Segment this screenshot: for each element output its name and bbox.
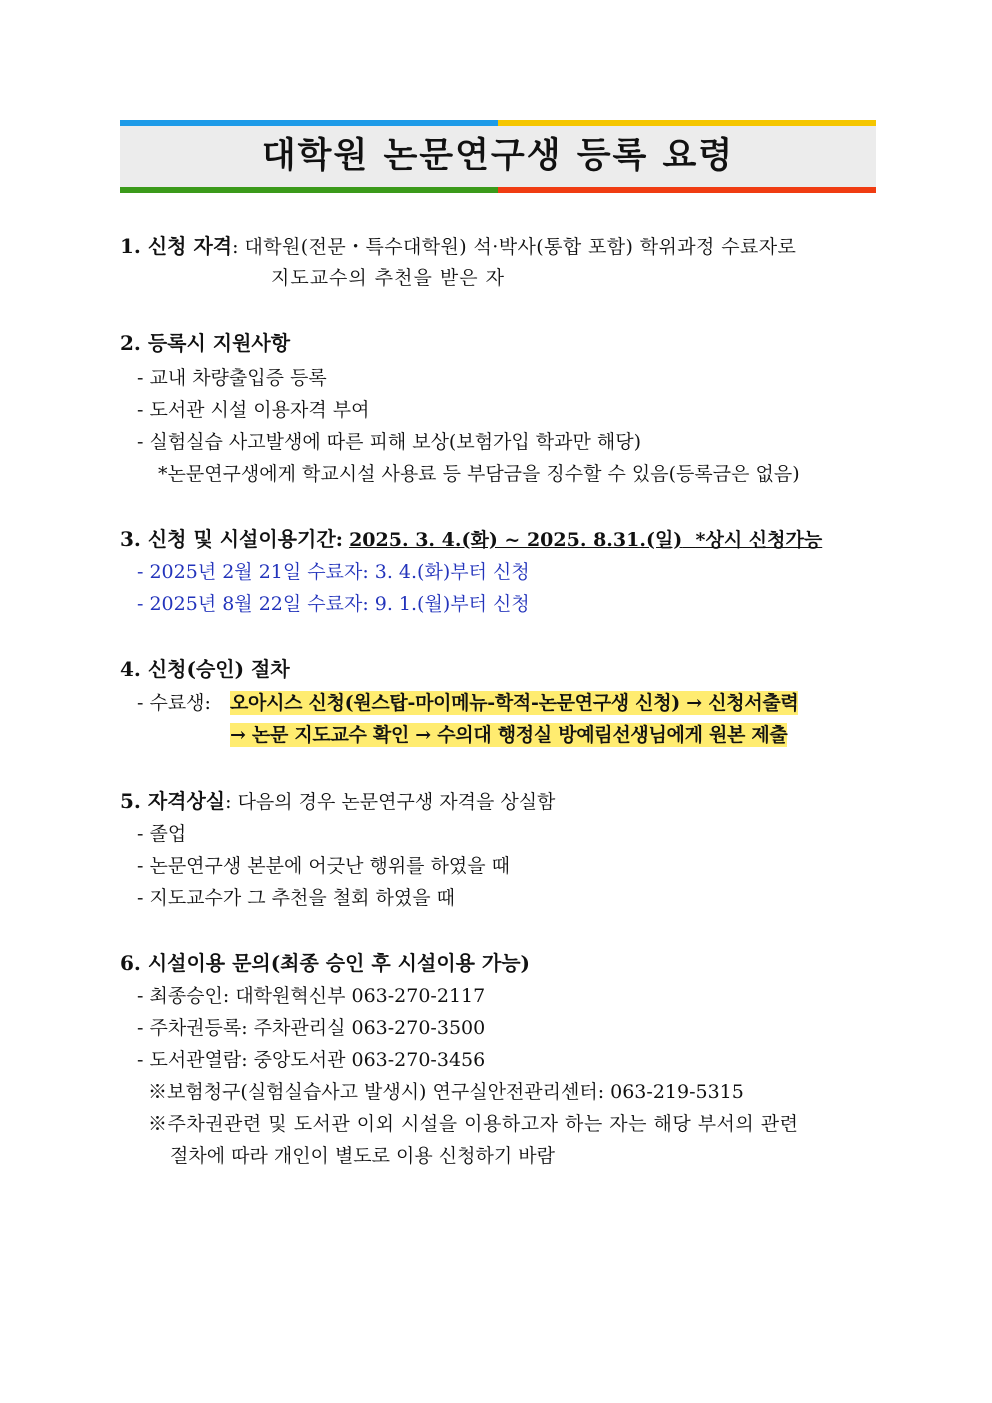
section-1-text: 대학원(전문・특수대학원) 석·박사(통합 포함) 학위과정 수료자로 (244, 236, 797, 258)
list-item: - 주차권등록: 주차관리실 063-270-3500 (137, 1017, 486, 1039)
title-bar-green (120, 187, 498, 193)
list-item: - 졸업 (137, 823, 187, 845)
section-2-note: *논문연구생에게 학교시설 사용료 등 부담금을 징수할 수 있음(등록금은 없음) (158, 463, 800, 485)
section-6-note: 절차에 따라 개인이 별도로 이용 신청하기 바람 (170, 1145, 555, 1167)
list-item: - 도서관 시설 이용자격 부여 (137, 399, 370, 421)
list-item: - 도서관열람: 중앙도서관 063-270-3456 (137, 1049, 486, 1071)
section-4-heading: 4. 신청(승인) 절차 (120, 657, 290, 681)
section-4-step1: 오아시스 신청(원스탑-마이메뉴-학적-논문연구생 신청) → 신청서출력 (230, 692, 799, 714)
page-title: 대학원 논문연구생 등록 요령 (261, 136, 735, 176)
section-5-sep: : (225, 791, 232, 813)
section-4-step2: → 논문 지도교수 확인 → 수의대 행정실 방예림선생님에게 원본 제출 (230, 724, 788, 746)
section-5-text: 다음의 경우 논문연구생 자격을 상실함 (237, 791, 556, 813)
section-1-sep: : (232, 236, 239, 258)
list-item: - 실험실습 사고발생에 따른 피해 보상(보험가입 학과만 해당) (137, 431, 642, 453)
section-1-heading: 1. 신청 자격 (120, 234, 233, 258)
section-1-text2: 지도교수의 추천을 받은 자 (271, 267, 506, 289)
list-item: - 교내 차량출입증 등록 (137, 367, 327, 389)
title-banner (120, 120, 876, 193)
section-3-period: 2025. 3. 4.(화) ~ 2025. 8.31.(일) *상시 신청가능 (349, 529, 823, 551)
title-bar-red (498, 187, 876, 193)
section-6-note: ※보험청구(실험실습사고 발생시) 연구실안전관리센터: 063-219-5315 (148, 1081, 744, 1103)
section-5 (120, 789, 555, 814)
section-4-label: - 수료생: (137, 692, 211, 714)
section-5-heading: 5. 자격상실 (120, 789, 226, 813)
list-item: - 지도교수가 그 추천을 철회 하였을 때 (137, 887, 455, 909)
list-item: - 2025년 8월 22일 수료자: 9. 1.(월)부터 신청 (137, 593, 530, 615)
list-item: - 최종승인: 대학원혁신부 063-270-2117 (137, 985, 486, 1007)
list-item: - 2025년 2월 21일 수료자: 3. 4.(화)부터 신청 (137, 561, 530, 583)
list-item: - 논문연구생 본분에 어긋난 행위를 하였을 때 (137, 855, 511, 877)
section-3-heading: 3. 신청 및 시설이용기간: (120, 527, 344, 551)
section-6-note: ※주차권관련 및 도서관 이외 시설을 이용하고자 하는 자는 해당 부서의 관련 (148, 1113, 799, 1135)
section-3 (120, 527, 822, 552)
section-2-heading: 2. 등록시 지원사항 (120, 331, 291, 355)
section-6-heading: 6. 시설이용 문의(최종 승인 후 시설이용 가능) (120, 951, 531, 975)
section-1 (120, 234, 796, 259)
